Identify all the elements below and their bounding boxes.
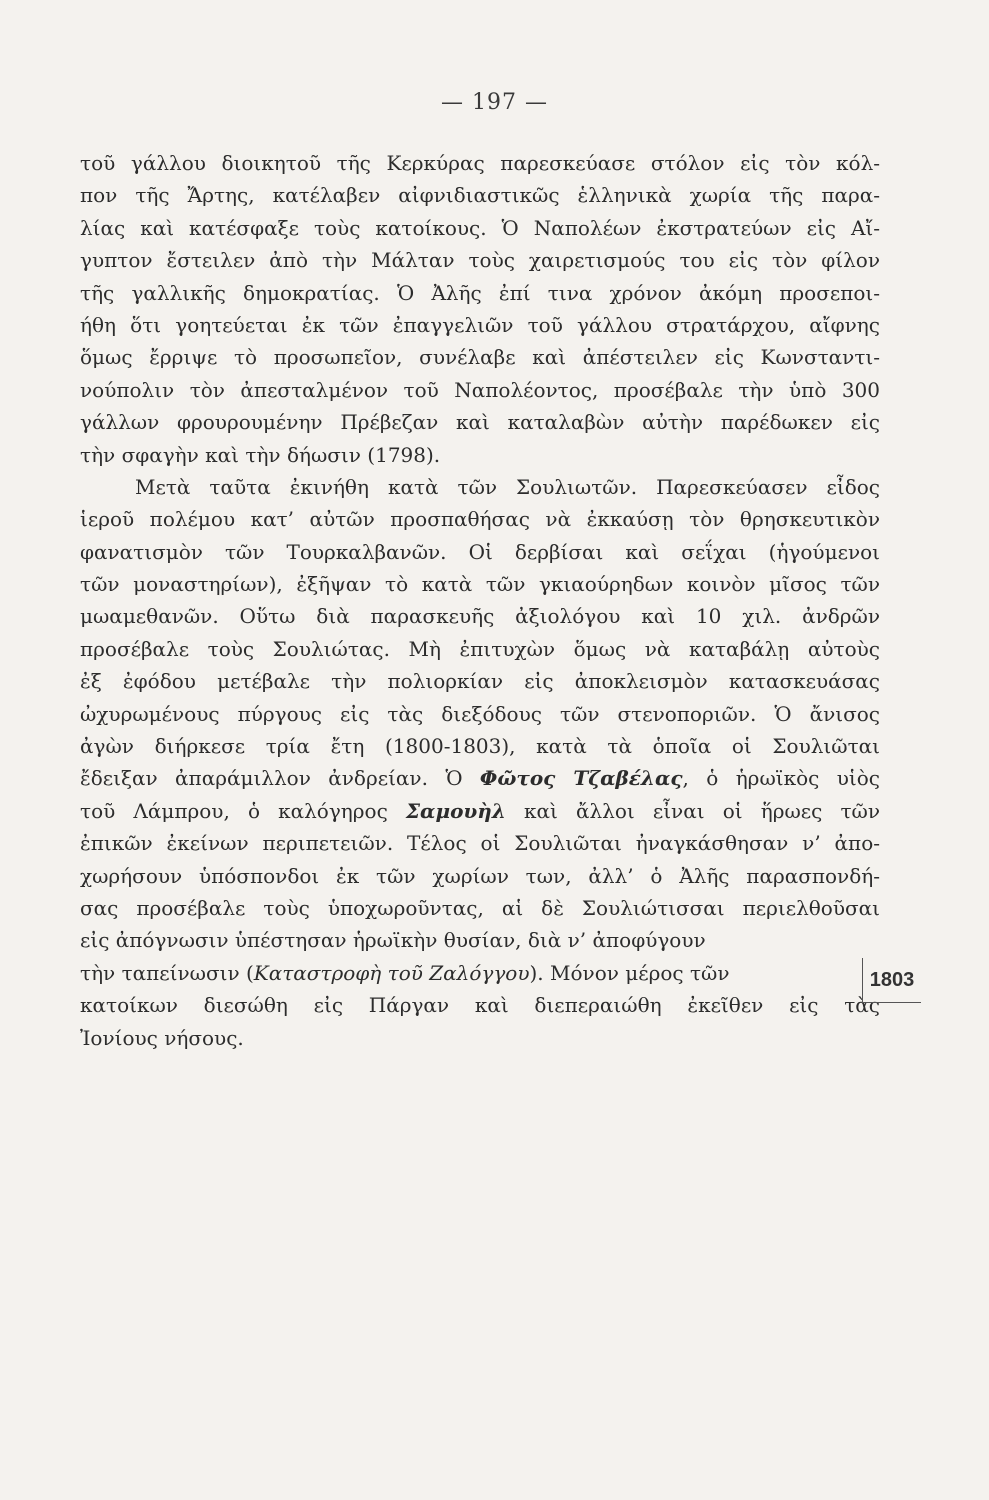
text-line: ὅμως ἔρριψε τὸ προσωπεῖον, συνέλαβε καὶ ἀπέστειλεν εἰς Κωνσταντι- <box>80 345 880 370</box>
text-run: τοῦ Λάμπρου, ὁ καλόγηρος <box>80 798 406 823</box>
text-run: , ὁ ἡρωϊκὸς υἱὸς <box>682 766 880 791</box>
text-line: λίας καὶ κατέσφαξε τοὺς κατοίκους. Ὁ Ναπολέων ἐκστρατεύων εἰς Αἴ- <box>80 215 880 240</box>
margin-year-note: 1803 <box>862 958 921 1003</box>
text-run: ). Μόνον μέρος τῶν <box>529 960 730 985</box>
text-line: γάλλων φρουρουμένην Πρέβεζαν καὶ καταλαβὼν αὐτὴν παρέδωκεν εἰς <box>80 410 880 435</box>
text-line: πον τῆς Ἄρτης, κατέλαβεν αἰφνιδιαστικῶς ἑλληνικὰ χωρία τῆς παρα- <box>80 183 880 208</box>
text-line: γυπτον ἔστειλεν ἀπὸ τὴν Μάλταν τοὺς χαιρετισμούς του εἰς τὸν φίλον <box>80 248 880 273</box>
text-line: ἐξ ἐφόδου μετέβαλε τὴν πολιορκίαν εἰς ἀποκλεισμὸν κατασκευάσας <box>80 669 880 694</box>
text-line <box>80 762 880 794</box>
text-line: ἱεροῦ πολέμου κατ’ αὐτῶν προσπαθήσας νὰ ἐκκαύσῃ τὸν θρησκευτικὸν <box>80 507 880 532</box>
text-line: τοῦ γάλλου διοικητοῦ τῆς Κερκύρας παρεσκεύασε στόλον εἰς τὸν κόλ- <box>80 151 880 175</box>
text-line: νούπολιν τὸν ἀπεσταλμένον τοῦ Ναπολέοντος, προσέβαλε τὴν ὑπὸ 300 <box>80 377 880 402</box>
text-run: καὶ ἄλλοι εἶναι οἱ ἥρωες τῶν <box>505 798 880 823</box>
text-line: χωρήσουν ὑπόσπονδοι ἐκ τῶν χωρίων των, ἀλλ’ ὁ Ἀλῆς παρασπονδή- <box>80 863 880 888</box>
text-line: ήθη ὅτι γοητεύεται ἐκ τῶν ἐπαγγελιῶν τοῦ γάλλου στρατάρχου, αἴφνης <box>80 312 880 337</box>
text-run: ἔδειξαν ἀπαράμιλλον ἀνδρείαν. Ὁ <box>80 766 480 791</box>
text-line: τῶν μοναστηρίων), ἐξῆψαν τὸ κατὰ τῶν γκιαούρηδων κοινὸν μῖσος τῶν <box>80 572 880 597</box>
text-line: Μετὰ ταῦτα ἐκινήθη κατὰ τῶν Σουλιωτῶν. Παρεσκεύασεν εἶδος <box>135 474 880 499</box>
text-line: κατοίκων διεσώθη εἰς Πάργαν καὶ διεπεραιώθη ἐκεῖθεν εἰς τὰς <box>80 993 880 1018</box>
text-line: προσέβαλε τοὺς Σουλιώτας. Μὴ ἐπιτυχὼν ὅμως νὰ καταβάλῃ αὐτοὺς <box>80 636 880 661</box>
text-line: ὠχυρωμένους πύργους εἰς τὰς διεξόδους τῶν στενοποριῶν. Ὁ ἄνισος <box>80 701 880 726</box>
text-line: ἐπικῶν ἐκείνων περιπετειῶν. Τέλος οἱ Σουλιῶται ἠναγκάσθησαν ν’ ἀπο- <box>80 831 880 856</box>
text-line: ἀγὼν διήρκεσε τρία ἔτη (1800-1803), κατὰ τὰ ὁποῖα οἱ Σουλιῶται <box>80 734 880 759</box>
text-line: μωαμεθανῶν. Οὕτω διὰ παρασκευῆς ἀξιολόγου καὶ 10 χιλ. ἀνδρῶν <box>80 604 880 629</box>
event-title: Καταστροφὴ τοῦ Ζαλόγγου <box>253 960 530 985</box>
text-line: σας προσέβαλε τοὺς ὑποχωροῦντας, αἱ δὲ Σουλιώτισσαι περιελθοῦσαι <box>80 895 880 920</box>
person-name: Φῶτος Τζαβέλας <box>479 766 683 791</box>
text-run: τὴν ταπείνωσιν ( <box>80 960 254 985</box>
person-name: Σαμουὴλ <box>405 798 506 823</box>
text-line: τὴν σφαγὴν καὶ τὴν δήωσιν (1798). <box>80 442 441 467</box>
text-line <box>80 795 880 827</box>
body-text <box>80 147 880 1054</box>
text-line: φανατισμὸν τῶν Τουρκαλβανῶν. Οἱ δερβίσαι καὶ σεΐχαι (ἡγούμενοι <box>80 539 880 564</box>
text-line: Ἰονίους νήσους. <box>80 1025 244 1050</box>
page-number: — 197 — <box>441 90 548 115</box>
text-line: τῆς γαλλικῆς δημοκρατίας. Ὁ Ἀλῆς ἐπί τινα χρόνον ἀκόμη προσεποι- <box>80 280 880 305</box>
text-line: εἰς ἀπόγνωσιν ὑπέστησαν ἡρωϊκὴν θυσίαν, διὰ ν’ ἀποφύγουν <box>80 928 706 953</box>
text-line <box>80 957 730 989</box>
